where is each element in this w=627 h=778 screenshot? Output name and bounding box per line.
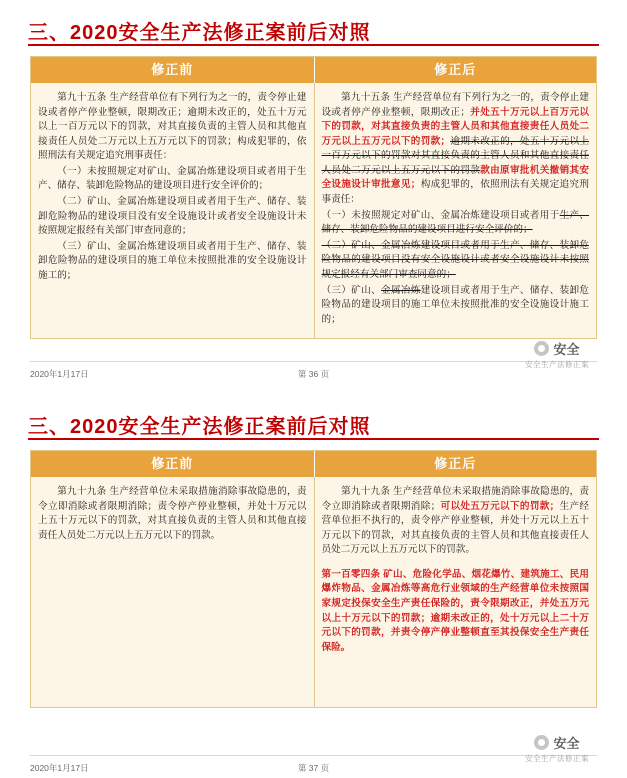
cell-after-text (314, 83, 597, 338)
after-paragraph (322, 239, 590, 283)
watermark-name: 安全 (553, 342, 580, 357)
run-deleted: 逾期未改正的，处五十万元以上一百万元以下的罚款对其直接负责的主管人员和其他直接责任人员处二万元以上五万元以下的罚款 (321, 135, 590, 176)
seal-icon (534, 341, 549, 356)
table-body-row (31, 83, 596, 338)
title-divider (28, 44, 599, 46)
footer-page-number: 第 36 页 (297, 369, 330, 379)
before-paragraph: （三）矿山、金属冶炼建设项目或者用于生产、储存、装卸危险物品的建设项目的施工单位未按照批准的安全设施设计施工的； (38, 240, 307, 281)
after-paragraph (322, 91, 590, 208)
column-header-after: 修正后 (314, 451, 597, 477)
run-normal: 第九十五条 生产经营单位有下列行为之一的，责令停止建设或者停产停业整顿，限期改正； (321, 92, 589, 118)
cell-before-text (31, 83, 314, 338)
before-paragraph: 第九十九条 生产经营单位未采取措施消除事故隐患的，责令立即消除或者限期消除；责令停产停业整顿，并处十万元以上五十万元以下的罚款，对其直接负责的主管人员和其他直接责任人员处二万元以上五万元以下的罚款。 (38, 486, 307, 541)
watermark-subtitle: 安全生产法修正案 (525, 754, 589, 763)
after-paragraph (322, 284, 590, 328)
run-deleted: （二）矿山、金属冶炼建设项目或者用于生产、储存、装卸危险物品的建设项目没有安全设施设计或者安全设施设计未按照规定报经有关部门审查同意的； (321, 239, 589, 280)
run-normal: 第九十九条 生产经营单位未采取措施消除事故隐患的，责令立即消除或者限期消除； (321, 486, 589, 512)
slide-gap (0, 384, 627, 394)
title-divider (28, 438, 599, 440)
table-body-row (31, 477, 596, 707)
run-added: 可以处五万元以下的罚款； (440, 500, 560, 512)
cell-before-text (31, 477, 314, 707)
run-added: 款由原审批机关撤销其安全设施设计审批意见； (321, 164, 590, 191)
run-added: 并处五十万元以上百万元以下的罚款，对其直接负责的主管人员和其他直接责任人员处二万元以上五万元以下的罚款； (321, 106, 590, 147)
watermark-subtitle: 安全生产法修正案 (525, 360, 589, 369)
page-title: 三、2020安全生产法修正案前后对照 (28, 416, 371, 438)
before-paragraph: （一）未按照规定对矿山、金属冶炼建设项目或者用于生产、储存、装卸危险物品的建设项目进行安全评价的； (38, 165, 307, 192)
run-normal: 生产经营单位拒不执行的，责令停产停业整顿，并处十万元以上五十万元以下的罚款，对其直接负责的主管人员和其他直接责任人员处二万元以上五万元以下的罚款。 (321, 500, 590, 556)
before-paragraph: 第九十五条 生产经营单位有下列行为之一的，责令停止建设或者停产停业整顿，限期改正；逾期未改正的，处五十万元以上一百万元以下的罚款，对其直接负责的主管人员和其他直接责任人员处二万元以上五万元以下的罚款；构成犯罪的，依照刑法有关规定追究刑事责任： (38, 92, 307, 162)
slide-37 (0, 394, 627, 778)
page-title: 三、2020安全生产法修正案前后对照 (28, 22, 371, 44)
footer-date: 2020年1月17日 (30, 369, 89, 379)
table-header-row (31, 57, 596, 83)
watermark-name: 安全 (553, 736, 580, 751)
watermark-title (503, 733, 611, 752)
after-paragraph (322, 485, 590, 558)
run-normal: （一）未按照规定对矿山、金属冶炼建设项目或者用于 (321, 209, 560, 221)
seal-icon (534, 735, 549, 750)
before-paragraph: （二）矿山、金属冶炼建设项目或者用于生产、储存、装卸危险物品的建设项目没有安全设施设计或者安全设施设计未按照规定报经有关部门审查同意的； (38, 196, 307, 237)
comparison-table (30, 56, 597, 339)
column-header-after: 修正后 (314, 57, 597, 83)
column-header-before: 修正前 (151, 62, 194, 77)
after-paragraph (322, 568, 590, 655)
after-paragraph (322, 209, 590, 238)
watermark-title (503, 339, 611, 358)
table-header-row (31, 451, 596, 477)
footer-page-number: 第 37 页 (297, 763, 330, 773)
watermark (503, 733, 611, 764)
run-normal: 构成犯罪的，依照刑法有关规定追究刑事责任： (321, 179, 590, 206)
comparison-table (30, 450, 597, 708)
run-added: 第一百零四条 矿山、危险化学品、烟花爆竹、建筑施工、民用爆炸物品、金属冶炼等高危行业领域的生产经营单位未按照国家规定投保安全生产责任保险的，责令限期改正，并处五万元以上十万元以下的罚款；逾期未改正的，处十万元以上二十万元以下的罚款，并责令停产停业整顿直至其投保安全生产责任保险。 (321, 568, 589, 653)
slide-36 (0, 0, 627, 384)
cell-after-text (314, 477, 597, 707)
run-normal: （三）矿山、 (321, 284, 382, 296)
footer-date: 2020年1月17日 (30, 763, 89, 773)
column-header-before: 修正前 (151, 456, 194, 471)
run-deleted: 金属冶炼 (381, 284, 421, 296)
run-normal: 建设项目或者用于生产、储存、装卸危险物品的建设项目的施工单位未按照批准的安全设施设计施工的； (321, 284, 590, 325)
watermark (503, 339, 611, 370)
run-deleted: 生产、储存、装卸危险物品的建设项目进行安全评价的； (321, 209, 590, 236)
